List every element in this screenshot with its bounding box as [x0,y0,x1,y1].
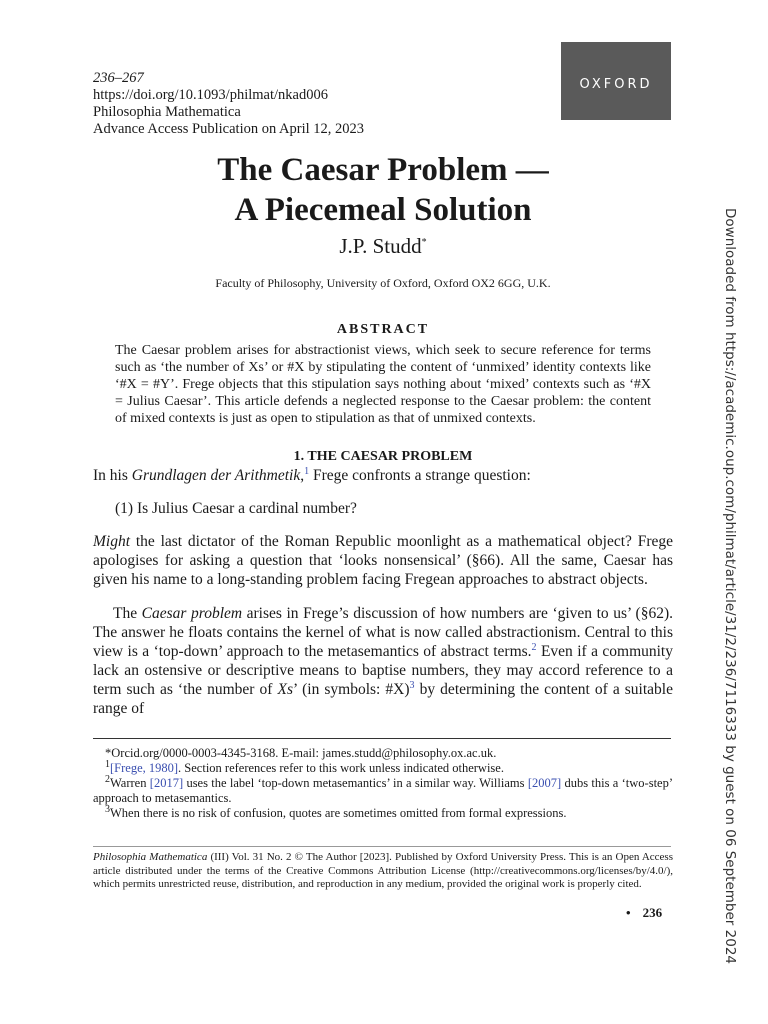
para1-italic: Might [93,533,131,550]
numbered-question: (1) Is Julius Caesar a cardinal number? [115,500,357,517]
author-name [93,234,673,259]
williams-citation-link[interactable]: [2007] [527,776,562,790]
intro-text: In his [93,467,132,484]
footnote-2-text-a: Warren [110,776,150,790]
title-line-1: The Caesar Problem — [217,152,549,188]
intro-text-end: Frege confronts a strange question: [309,467,531,484]
footnote-divider [93,738,671,739]
license-divider [93,846,671,847]
para2-text-a: arises in Frege’s discussion of how numbers are ‘given to us’ (§62). The answer he floats contains the kernel of what is now called abstractionism. Central to this view is a ‘top-down’ approach to the metasemantics of abstract terms. [93,605,673,660]
title-line-2: A Piecemeal Solution [234,192,532,228]
footnote-1-mark: 1 [105,758,110,770]
page-number [626,905,662,921]
footnote-3-text: When there is no risk of confusion, quotes are sometimes omitted from formal expressions. [110,806,567,820]
publication-date: Advance Access Publication on April 12, 2023 [93,121,365,137]
caesar-problem-term: Caesar problem [141,605,243,622]
para2-text-c: ’ (in symbols: #X) [293,681,410,698]
author-footnote-mark[interactable]: * [421,237,427,248]
footnote-2-text-b: uses the label ‘top-down metasemantics’ in a similar way. Williams [183,776,528,790]
para2-text-b: Even if a community lack an ostensive or descriptive means to baptise numbers, they may accord reference to a term such as ‘the number of [93,643,673,698]
article-title [93,150,673,230]
author-affiliation: Faculty of Philosophy, University of Oxford, Oxford OX2 6GG, U.K. [215,276,551,290]
article-header-meta [93,70,364,138]
footnote-3 [93,803,673,821]
para1-text: the last dictator of the Roman Republic moonlight as a mathematical object? Frege apologises for asking a question that ‘looks nonsensical’ (§66). All the same, Caesar has given his name to a long-standing problem facing Fregean approaches to abstract objects. [93,533,673,588]
download-watermark: Downloaded from https://academic.oup.com/philmat/article/31/2/236/7116333 by guest on 06 September 2024 [722,208,738,965]
license-text: (III) Vol. 31 No. 2 © The Author [2023]. Published by Oxford University Press. This is an Open Access article distributed under the terms of the Creative Commons Attribution License (http://creativecommons.org/licenses/by/4.0/), which permits unrestricted reuse, distribution, and reproduction in any medium, provided the original work is properly cited. [93,851,673,890]
footnote-2-text-c: dubs this a ‘two-step’ approach to metasemantics. [93,776,673,805]
footnotes [93,746,673,821]
footnote-1 [93,758,673,776]
intro-line: In his Grundlagen der Arithmetik,$^1$ Frege confronts a strange question: [93,465,531,484]
footnote-1-text: . Section references refer to this work unless indicated otherwise. [178,761,504,775]
license-journal: Philosophia Mathematica [93,851,208,863]
section-heading: 1. THE CAESAR PROBLEM [293,449,473,464]
license-notice [93,851,673,892]
author-text: J.P. Studd [339,234,422,258]
grundlagen-title: Grundlagen der Arithmetik [131,467,301,484]
oxford-logo [561,42,671,120]
footnote-2-mark: 2 [105,773,110,785]
bullet-icon: • [626,905,631,920]
para2-text-d: by determining the content of a suitable range of [93,681,673,717]
footnote-star: *Orcid.org/0000-0003-4345-3168. E-mail: james.studd@philosophy.ox.ac.uk. [105,746,497,760]
footnote-ref-3[interactable]: 3 [409,679,415,691]
xs-term: Xs [277,681,294,698]
logo-text: OXFORD [579,76,653,92]
paragraph-1 [93,532,673,589]
page-number-value: 236 [642,905,663,920]
para2-start: The [113,605,142,622]
footnote-3-mark: 3 [105,803,110,815]
warren-citation-link[interactable]: [2017] [149,776,184,790]
abstract-text: The Caesar problem arises for abstractionist views, which seek to secure reference for terms such as ‘the number of Xs’ or #X by stipulating the content of ‘unmixed’ identity contexts like ‘#X = #Y’. Frege objects that this stipulation says nothing about ‘mixed’ contexts such as ‘#X = Julius Caesar’. This article defends a neglected response to the Caesar problem: the content of mixed contexts is just as open to stipulation as that of unmixed contexts. [115,343,651,426]
journal-name: Philosophia Mathematica [93,104,241,120]
footnote-ref-2[interactable]: 2 [531,641,537,653]
page-range: 236–267 [93,70,144,86]
doi-link[interactable]: https://doi.org/10.1093/philmat/nkad006 [93,87,328,103]
footnote-2 [93,773,673,806]
paragraph-2 [93,604,673,718]
footnote-ref-1[interactable]: 1 [304,465,310,477]
frege-citation-link[interactable]: [Frege, 1980] [110,761,179,775]
abstract-heading: ABSTRACT [336,322,430,337]
